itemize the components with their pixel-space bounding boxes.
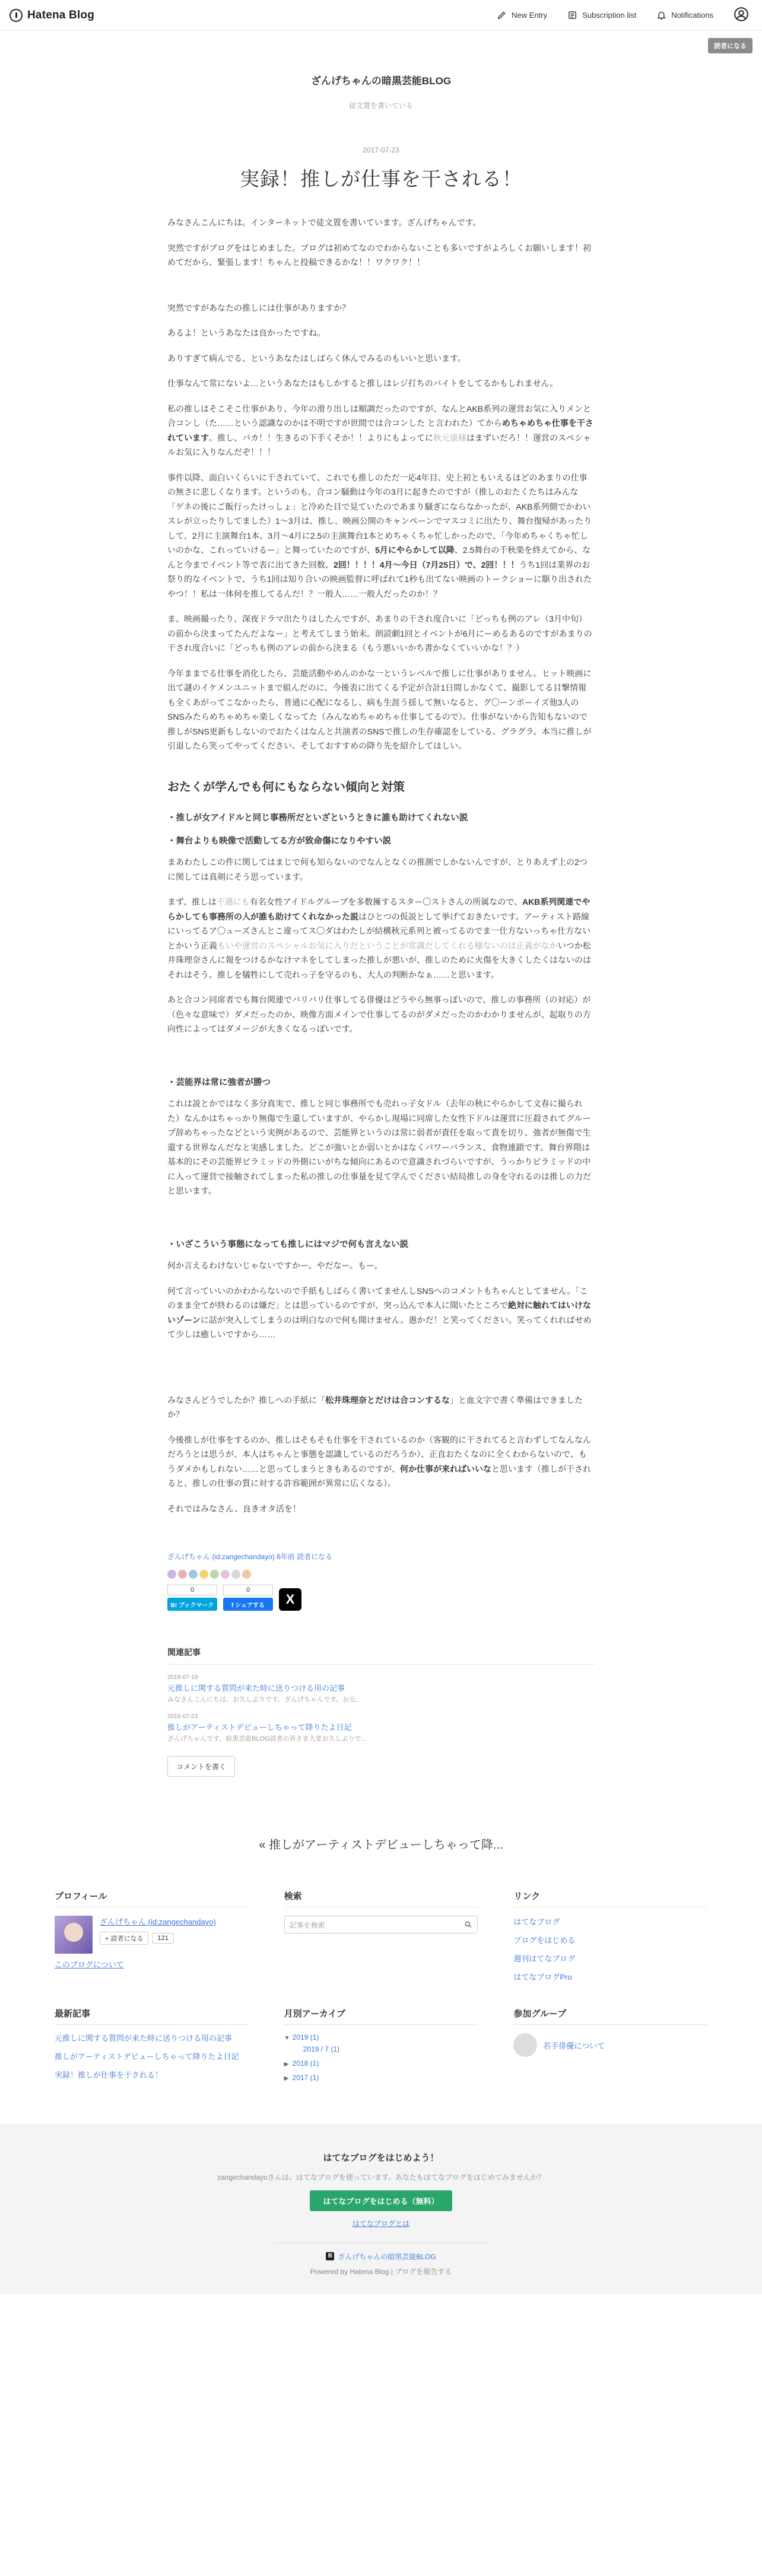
subscribe-reader-button[interactable]: 読者になる [708, 38, 753, 53]
archive-module [284, 2007, 478, 2088]
copyright [0, 2251, 762, 2262]
user-avatar-icon [734, 7, 749, 22]
hatena-blog-logo[interactable] [9, 9, 94, 22]
hatena-stars[interactable] [167, 1570, 595, 1579]
star-icon[interactable] [178, 1570, 187, 1579]
sidebar [55, 1890, 707, 2088]
entry-time-link[interactable]: 6年前 [277, 1553, 295, 1561]
footer-message: zangechandayoさんは、はてなブログを使っています。あなたもはてなブログをはじめてみませんか？ [217, 2173, 545, 2181]
archive-year[interactable]: ▶ 2017 (1) [284, 2073, 319, 2082]
x-share-button[interactable]: X [279, 1588, 301, 1611]
paragraph: あと合コン同席者でも舞台関連でバリバリ仕事してる俳優はどうやら無事っぽいので、推しの事務所（の対応）が（色々な意味で）ダメだったのか、映像方面メインで仕事してるのがダメだったのかわかりませんが、起取りの方向性によってはダメージが大きくなるっぽいです。 [167, 995, 591, 1034]
paragraph: それではみなさん、良きオタ活を！ [167, 1503, 301, 1513]
star-icon[interactable] [210, 1570, 219, 1579]
new-entry-label: New Entry [512, 11, 548, 20]
paragraph: ありすぎて病んでる、というあなたはしばらく休んでみるのもいいと思います。 [167, 353, 466, 363]
bookmark-count: 0 [167, 1585, 217, 1595]
paragraph: 突然ですがあなたの推しには仕事がありますか？ [167, 303, 350, 313]
archive-heading: 月別アーカイブ [284, 2007, 478, 2025]
about-blog-link[interactable]: このブログについて [55, 1960, 124, 1969]
group-link[interactable]: 若手俳優について [543, 2041, 605, 2050]
paragraph: 何て言っていいのかわからないので手紙もしばらく書いてませんしSNSへのコメントもちゃんとしてません。「このまま全てが終わるのは嫌だ」とは思っているのですが、突っ込んで本人に聞いたところで絶対に触れてはいけないゾーンに話が突入してしまうのは明白なので何も聞けません。愚かだ！と笑ってください。笑ってくれればせめて少しは癒しいですから…… [167, 1286, 592, 1339]
paragraph: 今年ままでる仕事を消化したら、芸能活動やめんのかな一というレベルで推しに仕事がありません。ヒット映画に出て謎のイケメンユニットまで組んだのに、今後表に出てくる予定が合計1日間しかなくて、撮影してる目撃情報も全くあがってこなかったら、普通に心配になるし、病も生涯う揺して無いなると、グ〇ーンボーイズ他3人のSNSみたらめちゃめちゃ楽しくなってた（みんなめちゃめちゃ仕事してるので）。仕事がないから告知もないので推しがSNS更新もしないのでおたくはなんと共演者のSNSで推しの生存確認をしている。グラグラ。本当に推しが引退したら笑ってやってください。そしておすすめの降り先を紹介してほしい。 [167, 668, 592, 750]
search-heading: 検索 [284, 1890, 478, 1907]
section-heading: おたくが学んでも何にもならない傾向と対策 [167, 780, 405, 794]
profile-name-link[interactable]: ざんげちゃん (id:zangechandayo) [100, 1917, 216, 1926]
star-icon[interactable] [189, 1570, 198, 1579]
star-icon[interactable] [221, 1570, 230, 1579]
paragraph: 仕事なんて常にないよ…というあなたはもしかすると推しはレジ打ちのバイトをしてるかもしれません。 [167, 379, 558, 388]
recent-entry-link[interactable]: 元推しに関する質問が来た時に送りつける用の記事 [55, 2034, 233, 2043]
entry-date[interactable]: 2017-07-23 [363, 146, 399, 154]
author-line [167, 1551, 595, 1561]
link-item[interactable]: はてなブログ [513, 1917, 560, 1926]
notifications-label: Notifications [671, 11, 713, 20]
group-icon [513, 2033, 537, 2057]
star-icon[interactable] [199, 1570, 208, 1579]
author-link[interactable]: ざんげちゃん (id:zangechandayo) [167, 1553, 275, 1561]
entry-footer [167, 1551, 595, 1611]
next-entry-link[interactable]: « 推しがアーティストデビューしちゃって降... [259, 1839, 503, 1852]
paragraph: みなさんこんにちは。インターネットで徒文置を書いています。ざんげちゃんです。 [167, 218, 481, 227]
blog-title-area [0, 72, 762, 110]
global-header [0, 0, 762, 31]
group-item[interactable] [513, 2033, 707, 2057]
subscription-list-link[interactable] [567, 10, 636, 20]
link-item[interactable]: 週刊はてなブログ [513, 1954, 576, 1963]
paragraph: まず、推しは不遇にも有名女性アイドルグループを多数擁するスター〇ストさんの所属なので、AKB系列関連でやらかしても事務所の人が誰も助けてくれなかった説はひとつの仮説として挙げておきたいです。アーティスト路線にいってるア〇ューズさんとこ違ってス〇ダはわたしが結構秋元系列と被ってるのでま一仕方ないっちゃ仕方ないとかいう正義もいや運営のスペシャルお気に入りだということが常識だしてくれる様ないのは正義がなかいつか松井珠理奈さんに報をつけるかなけマネをしてしまった推しが悪いが、推しのために火傷を大きくしたくはないのはそれはそう。推しを犠牲にして売れっ子を守るのも、大人の判断かなぁ……と思います。 [167, 897, 591, 979]
paragraph: 何か言えるわけないじゃないですかー。やだなー。もー。 [167, 1261, 383, 1270]
paragraph: ま、映画撮ったり、深夜ドラマ出たりはしたんですが、あまりの干され度合いに「どっちも例のアレ（3月中旬）の前から決まってたんだよなー」と考えてしまう始末。朗読劇1回とイベントが6月にーめるあるのですがあまりの干され度合いに「どっちも例のアレの前から決まる（もう悪いいかち書かなくていいかな！？） [167, 614, 592, 653]
paragraph: 事件以降、面白いくらいに干されていて、これでも推しのただ一応4年目、史上初ともいえるほどのあまりの仕事の無さに悲しくなります。というのも、合コン騒動は今年の3月に起きたのですが（推しのおたくたちはみんな「ゲネの後にご飯行ったけっしょ」と冷めた目で見ていたのであまり騒ぎにならなかったが、AKB系列側でかわいスレが立ったりしてました）1〜3月は、推し、映画公開のキャンペーンでマスコミに出たり、舞台復帰があったりして、2月に主演舞台1本、3月〜4月に2.5の主演舞台1本とめちゃくちゃ忙しかったので、「今年めちゃくちゃ忙しいのかな、これっていけるー」と舞っていたのですが、5月にやらかして以降、2.5舞台の千秋楽を終えてから、なんと今までイベント等で表に出てきた回数、2回！！！！4月〜今日（7月25日）で、2回！！！うち1回は業界のお祭り的なイベントで、うち1回は知り合いの映画監督に呼ばれて1秒も出てない映画のトークショーに駆り出されたやつ！！私は一体何を推してるんだ！？一般人……一般人だったのか！？ [167, 472, 592, 599]
footer [0, 2124, 762, 2294]
star-icon[interactable] [231, 1570, 240, 1579]
list-icon [567, 10, 577, 20]
expand-down-icon[interactable]: ▼ [284, 2035, 290, 2041]
paragraph: みなさんどうでしたか？推しへの手紙に「松井珠理奈とだけは合コンするな」と血文字で書く準備はできましたか？ [167, 1395, 583, 1419]
star-icon[interactable] [242, 1570, 251, 1579]
profile-avatar[interactable] [55, 1916, 93, 1954]
footer-heading: はてなブログをはじめよう！ [323, 2152, 439, 2163]
user-menu-button[interactable] [734, 7, 749, 24]
search-placeholder: 記事を検索 [289, 1920, 325, 1929]
related-item: 2018-07-23 推しがアーティストデビューしちゃって降りたよ日記 ざんげちゃんです。暗黒芸能BLOG読者の皆さま大変お久しぶりで... [167, 1713, 595, 1743]
recent-entry-link[interactable]: 推しがアーティストデビューしちゃって降りたよ日記 [55, 2052, 239, 2061]
blog-icon: B [326, 2252, 334, 2260]
notifications-link[interactable] [656, 10, 713, 20]
groups-heading: 参加グループ [513, 2007, 707, 2025]
blog-home-link[interactable]: ざんげちゃんの暗黒芸能BLOG [338, 2252, 436, 2261]
links-module [513, 1890, 707, 1989]
paragraph: あるよ！というあなたは良かったですね。 [167, 328, 325, 338]
paragraph: 突然ですがブログをはじめました。ブログは初めてなのでわからないことも多いですがよろしくお願いします！初めてだから、緊張します！ちゃんと投稿できるかな！！ワクワク！！ [167, 243, 591, 267]
search-input[interactable] [284, 1916, 478, 1933]
reader-link[interactable]: 読者になる [297, 1553, 333, 1561]
related-item: 2019-07-19 元推しに関する質問が来た時に送りつける用の記事 みなさんこんにちは。お久しぶりです。ざんげちゃんです。お元... [167, 1674, 595, 1704]
powered-by[interactable]: Powered by Hatena Blog | ブログを報告する [310, 2267, 452, 2276]
profile-heading: プロフィール [55, 1890, 249, 1907]
share-buttons [167, 1585, 595, 1611]
write-comment-button[interactable]: コメントを書く [167, 1756, 235, 1777]
hatena-logo-icon [9, 9, 23, 22]
header-actions [497, 7, 749, 24]
bell-icon [656, 10, 666, 20]
pager [167, 1836, 595, 1854]
profile-module [55, 1890, 249, 1989]
search-module [284, 1890, 478, 1989]
links-heading: リンク [513, 1890, 707, 1907]
recent-entry-link[interactable]: 実録！推しが仕事を干される！ [55, 2070, 163, 2079]
archive-month[interactable]: 2019 / 7 (1) [303, 2045, 340, 2053]
entry-body [167, 215, 595, 1516]
link-item[interactable]: ブログをはじめる [513, 1936, 576, 1945]
entry-title[interactable]: 実録！推しが仕事を干される！ [240, 168, 522, 190]
star-icon[interactable] [167, 1570, 176, 1579]
blog-title[interactable]: ざんげちゃんの暗黒芸能BLOG [310, 75, 452, 87]
subsection-heading: ・いざこういう事態になっても推しにはマジで何も言えない説 [167, 1239, 408, 1249]
related-heading: 関連記事 [167, 1646, 595, 1665]
new-entry-link[interactable] [497, 10, 547, 20]
subsection-heading: ・推しが女アイドルと同じ事務所だといざというときに誰も助けてくれない説 [167, 813, 468, 823]
related-entries [167, 1646, 595, 1777]
groups-module [513, 2007, 707, 2088]
recent-entries-module [55, 2007, 249, 2088]
search-icon[interactable] [464, 1920, 472, 1929]
entry [167, 146, 595, 1854]
subscription-label: Subscription list [582, 11, 637, 20]
about-hatena-link[interactable]: はてなブログとは [352, 2219, 410, 2228]
facebook-share-button[interactable]: f シェアする [223, 1598, 273, 1611]
recent-heading: 最新記事 [55, 2007, 249, 2025]
paragraph: 今後推しが仕事をするのか、推しはそもそも仕事を干されているのか（客観的に干されてると言わずしてなんなんだろうとは思うが、本人はちゃんと事態を認識しているのだろうか）、正直おたくなのに全くわからないので、もうダメかもしれない……と思ってしまうときもあるのですが、何か仕事が来ればいいなと思います（推しが干されると、推しの仕事の質に対する許容範囲が異常に広くなる）。 [167, 1435, 591, 1488]
pencil-icon [497, 10, 507, 20]
logo-text: Hatena Blog [27, 8, 95, 21]
start-blog-button[interactable]: はてなブログをはじめる（無料） [310, 2190, 452, 2211]
subsection-heading: ・舞台よりも映像で活動してる方が致命傷になりやすい説 [167, 836, 391, 846]
archive-year[interactable]: ▼ 2019 (1) 2019 / 7 (1) [284, 2033, 340, 2053]
paragraph: まあわたしこの件に関してはまじで何も知らないのでなんとなくの推測でしかないんですが、とりあえず上の2つに関しては真剣にそう思っています。 [167, 857, 588, 882]
archive-year[interactable]: ▶ 2018 (1) [284, 2059, 319, 2068]
related-link[interactable]: 元推しに関する質問が来た時に送りつける用の記事 [167, 1684, 345, 1693]
related-link[interactable]: 推しがアーティストデビューしちゃって降りたよ日記 [167, 1723, 352, 1732]
paragraph: これは説とかではなく多分真実で、推しと同じ事務所でも売れっ子女ドル（去年の秋にやらかして文春に撮られた）なんかはちゃっかり無傷で生還していますが、やらかし現場に同席した女性下ドルは運営に圧殺されてグループ辞めちゃったなどという実例があるので、芸能界というのは常に弱者が責任を取って責を切り、強者が無傷で生還する世界なんだなと実感しました。どこが強いとか弱いとかはなくパワーバランス、食物連鎖です。舞台界隈は基本的にその芸能界ピラミッドの外側にいがちな傾向にあるので意識されづらいですが、うっかりピラミッドの中に入って運営で接触されてしまった私の推しの仕事量を見て学んでください結局推しの身を守れるのは推しの力だと思います。 [167, 1099, 591, 1196]
expand-right-icon[interactable]: ▶ [284, 2061, 289, 2068]
subsection-heading: ・芸能界は常に強者が勝つ [167, 1077, 271, 1087]
reader-count: 121 [152, 1933, 173, 1944]
expand-right-icon[interactable]: ▶ [284, 2075, 289, 2082]
facebook-count: 0 [223, 1585, 273, 1595]
hatena-bookmark-button[interactable]: B! ブックマーク [167, 1598, 217, 1611]
blog-description: 徒文置を書いている [348, 101, 413, 110]
paragraph: 私の推しはそこそこ仕事があり、今年の滑り出しは順調だったのですが、なんとAKB系列の運営お気に入りメンと合コンし（た……という認識なのかは不明ですが世間では合コンした と言われた）てからめちゃめちゃ仕事を干されています。推し、バカ！！生きるの下手くそか！！よりにもよってに秋元康様はまずいだろ！！運営のスペシャルお気に入りなんだぞ！！！ [167, 403, 593, 457]
profile-reader-button[interactable]: + 読者になる [100, 1932, 148, 1945]
link-item[interactable]: はてなブログPro [513, 1973, 572, 1982]
